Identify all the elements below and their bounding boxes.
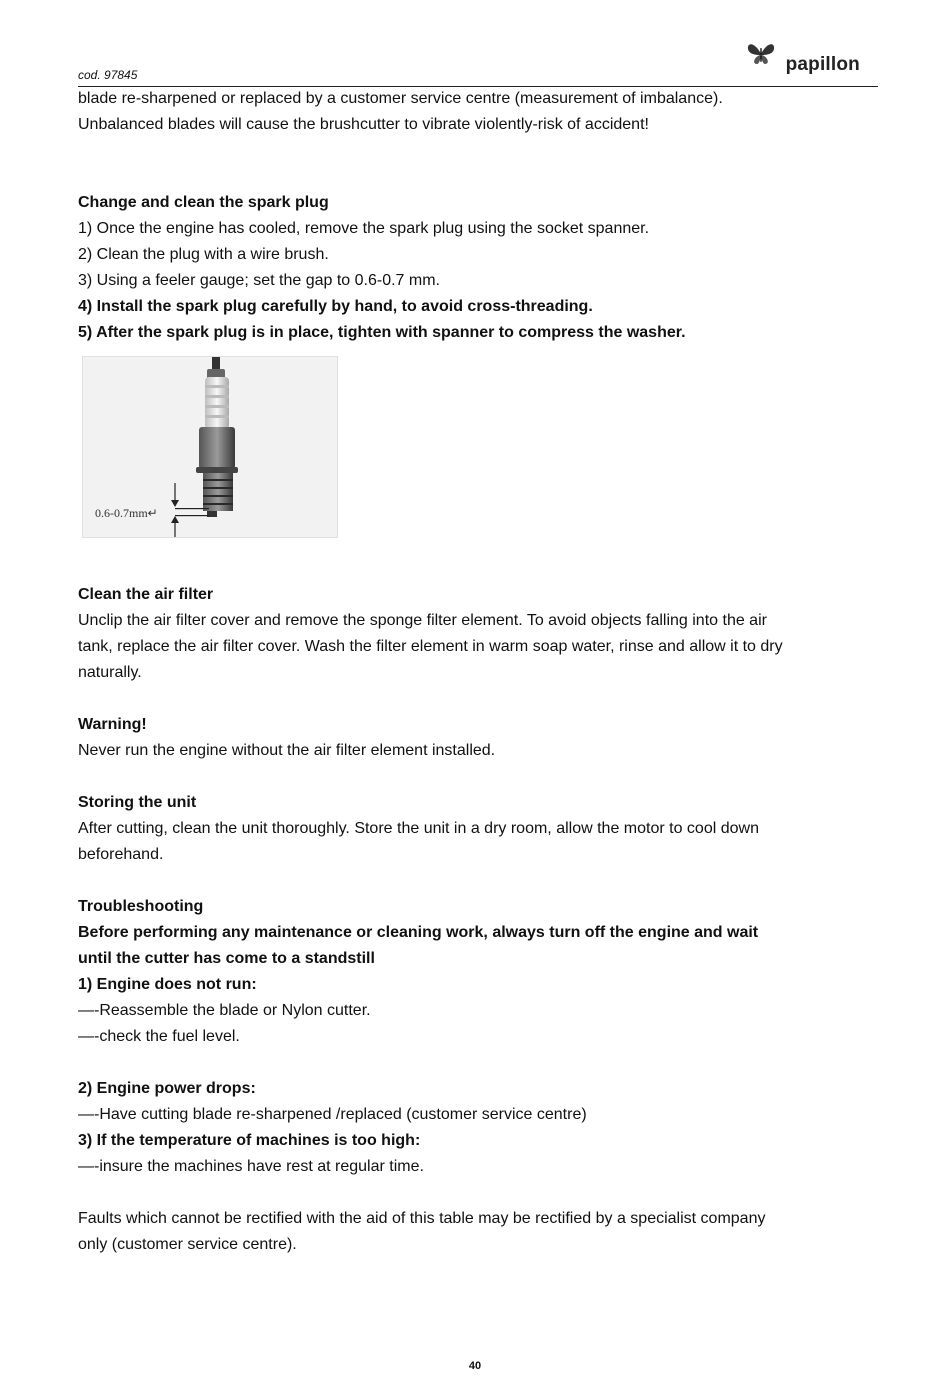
body-line: After cutting, clean the unit thoroughly. Store the unit in a dry room, allow the motor to cool down [78, 820, 759, 837]
section-title-troubleshooting: Troubleshooting [78, 898, 204, 915]
section-title-warning: Warning! [78, 716, 147, 733]
body-line: Unclip the air filter cover and remove the sponge filter element. To avoid objects falling into the air [78, 612, 767, 629]
gap-measurement-label: 0.6-0.7mm↵ [95, 506, 158, 520]
section-title-air-filter: Clean the air filter [78, 586, 214, 603]
section-title-storing: Storing the unit [78, 794, 197, 811]
closing-line: only (customer service centre). [78, 1236, 297, 1253]
brand-name: papillon [785, 54, 860, 75]
step-item: 5) After the spark plug is in place, tighten with spanner to compress the washer. [78, 324, 686, 341]
body-line: tank, replace the air filter cover. Wash the filter element in warm soap water, rinse and allow it to dry [78, 638, 783, 655]
brand-logo [740, 40, 860, 76]
step-item: 2) Clean the plug with a wire brush. [78, 246, 329, 263]
closing-line: Faults which cannot be rectified with the aid of this table may be rectified by a specialist company [78, 1210, 766, 1227]
page-content [78, 86, 878, 1258]
butterfly-icon [746, 40, 776, 66]
issue-item: —-insure the machines have rest at regular time. [78, 1158, 424, 1175]
troubleshooting-notice: until the cutter has come to a standstill [78, 950, 375, 967]
page-number: 40 [468, 1360, 482, 1372]
body-line: naturally. [78, 664, 142, 681]
troubleshooting-notice: Before performing any maintenance or cleaning work, always turn off the engine and wait [78, 924, 759, 941]
spark-plug-illustration [83, 357, 337, 537]
page-header [78, 40, 878, 87]
issue-item: —-Reassemble the blade or Nylon cutter. [78, 1002, 371, 1019]
step-item: 4) Install the spark plug carefully by hand, to avoid cross-threading. [78, 298, 593, 315]
step-item: 3) Using a feeler gauge; set the gap to 0.6-0.7 mm. [78, 272, 440, 289]
section-title-spark-plug: Change and clean the spark plug [78, 194, 329, 211]
warning-text: Never run the engine without the air filter element installed. [78, 742, 496, 759]
intro-line: Unbalanced blades will cause the brushcutter to vibrate violently-risk of accident! [78, 116, 649, 133]
issue-title: 2) Engine power drops: [78, 1080, 256, 1097]
issue-item: —-Have cutting blade re-sharpened /replaced (customer service centre) [78, 1106, 587, 1123]
product-code: cod. 97845 [78, 68, 138, 82]
spark-plug-figure [82, 356, 338, 538]
intro-line: blade re-sharpened or replaced by a customer service centre (measurement of imbalance). [78, 90, 723, 107]
issue-title: 1) Engine does not run: [78, 976, 257, 993]
step-item: 1) Once the engine has cooled, remove the spark plug using the socket spanner. [78, 220, 650, 237]
body-line: beforehand. [78, 846, 164, 863]
issue-title: 3) If the temperature of machines is too high: [78, 1132, 421, 1149]
issue-item: —-check the fuel level. [78, 1028, 240, 1045]
